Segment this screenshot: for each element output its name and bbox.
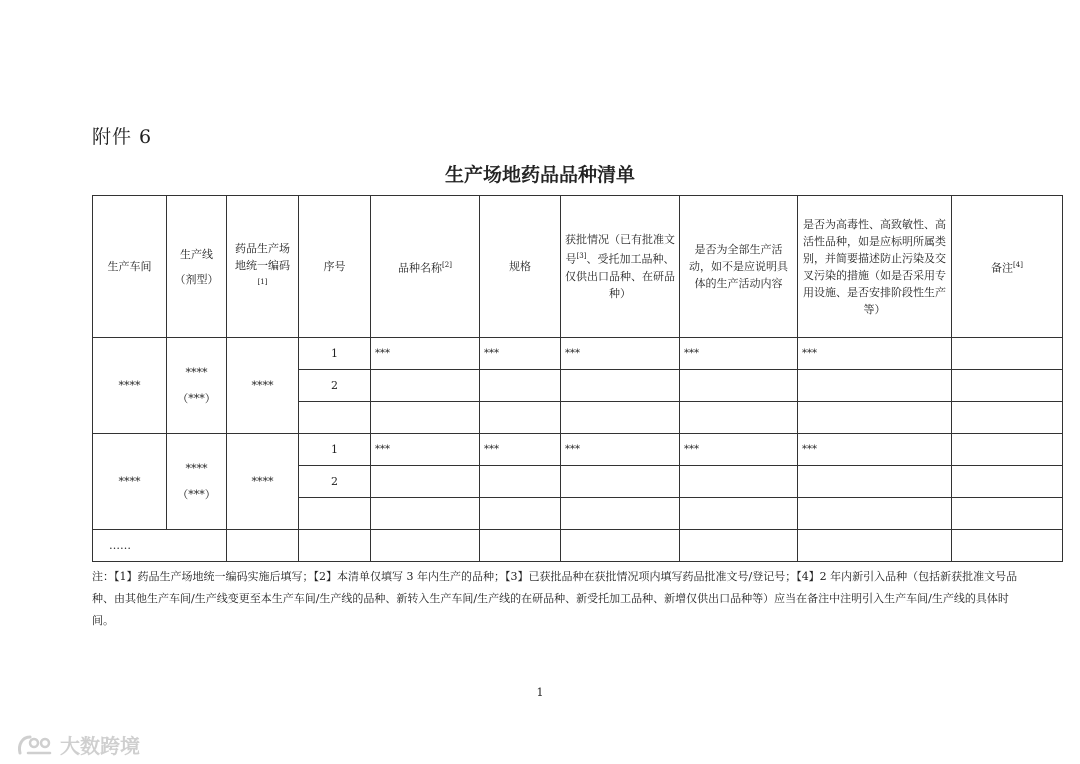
header-line-form: （剂型） [174,272,219,286]
cell-name [371,498,480,530]
header-approval [561,196,680,338]
cell-spec [480,498,561,530]
cell-line [167,338,227,434]
cell-seq [299,498,371,530]
cell-spec [480,370,561,402]
cell-all-activity [680,530,798,562]
header-remark-text: 备注 [991,261,1014,275]
cell-spec [480,466,561,498]
header-name-text: 品种名称 [398,261,443,275]
cell-workshop: **** [93,434,167,530]
header-line-title: 生产线 [180,247,213,261]
cell-site-code [227,530,299,562]
header-remark [952,196,1063,338]
page-title: 生产场地药品品种清单 [444,164,635,186]
cell-site-code: **** [227,338,299,434]
cell-remark [952,338,1063,370]
cell-name [371,402,480,434]
cell-approval [561,402,680,434]
cell-remark [952,530,1063,562]
cell-remark [952,498,1063,530]
cell-approval [561,498,680,530]
table-row [93,434,1063,466]
header-seq: 序号 [299,196,371,338]
header-workshop: 生产车间 [93,196,167,338]
cell-seq [299,530,371,562]
watermark-text: 大数跨境 [60,734,140,758]
cell-all-activity: *** [680,434,798,466]
cell-remark [952,402,1063,434]
page-number: 1 [536,686,544,699]
ref-2: [2] [442,260,452,269]
cell-spec [480,530,561,562]
header-name [371,196,480,338]
ref-1: [1] [257,277,268,286]
header-approval-text: 获批情况（已有批准文号 [565,233,675,266]
cell-all-activity: *** [680,338,798,370]
table-row [93,338,1063,370]
ref-3: [3] [576,252,587,261]
cell-all-activity [680,466,798,498]
variety-list-table [92,195,1063,562]
cell-hazard [798,498,952,530]
cell-seq: 2 [299,370,371,402]
header-line [167,196,227,338]
cell-remark [952,370,1063,402]
cell-ellipsis: …… [93,530,227,562]
attachment-label: 附件 6 [92,126,153,148]
cell-remark [952,466,1063,498]
header-all-activity: 是否为全部生产活动，如不是应说明具体的生产活动内容 [680,196,798,338]
cell-line-name: **** [185,461,208,475]
cell-all-activity [680,402,798,434]
cell-name: *** [371,338,480,370]
table-row-ellipsis [93,530,1063,562]
cell-spec [480,402,561,434]
cell-all-activity [680,498,798,530]
cell-seq: 1 [299,338,371,370]
cell-remark [952,434,1063,466]
cell-name [371,370,480,402]
header-site-code-text: 药品生产场地统一编码 [235,241,290,272]
cell-seq: 1 [299,434,371,466]
cell-line [167,434,227,530]
cell-approval [561,466,680,498]
cell-line-form: （***） [177,487,216,501]
cell-line-form: （***） [177,391,216,405]
ref-4: [4] [1013,260,1023,269]
cell-hazard: *** [798,338,952,370]
cell-spec: *** [480,434,561,466]
cell-hazard [798,466,952,498]
cell-hazard: *** [798,434,952,466]
cell-hazard [798,530,952,562]
cell-approval: *** [561,338,680,370]
cell-all-activity [680,370,798,402]
cell-seq: 2 [299,466,371,498]
cell-line-name: **** [185,365,208,379]
cell-spec: *** [480,338,561,370]
footnotes: 注：【1】药品生产场地统一编码实施后填写；【2】本清单仅填写 3 年内生产的品种；【3】已获批品种在获批情况项内填写药品批准文号/登记号；【4】2 年内新引入品种（包括新获批准文号品种、由其他生产车间/生产线变更至本生产车间/生产线的品种、新转入生产车间/生产线的在研品种、新受托加工品种、新增仅供出口品种等）应当在备注中注明引入生产车间/生产线的具体时间。 [92,570,1018,627]
cell-seq [299,402,371,434]
cell-approval [561,530,680,562]
cell-hazard [798,370,952,402]
cell-hazard [798,402,952,434]
header-approval-rest: 、受托加工品种、仅供出口品种、在研品种） [565,252,675,300]
cell-workshop: **** [93,338,167,434]
cell-name [371,530,480,562]
cell-approval [561,370,680,402]
header-row [93,196,1063,338]
cell-name: *** [371,434,480,466]
header-hazard: 是否为高毒性、高致敏性、高活性品种，如是应标明所属类别，并简要描述防止污染及交叉污染的措施（如是否采用专用设施、是否安排阶段性生产等） [798,196,952,338]
cell-name [371,466,480,498]
cell-approval: *** [561,434,680,466]
header-spec: 规格 [480,196,561,338]
watermark-logo-icon [16,733,56,757]
watermark [16,730,140,759]
header-site-code [227,196,299,338]
cell-site-code: **** [227,434,299,530]
